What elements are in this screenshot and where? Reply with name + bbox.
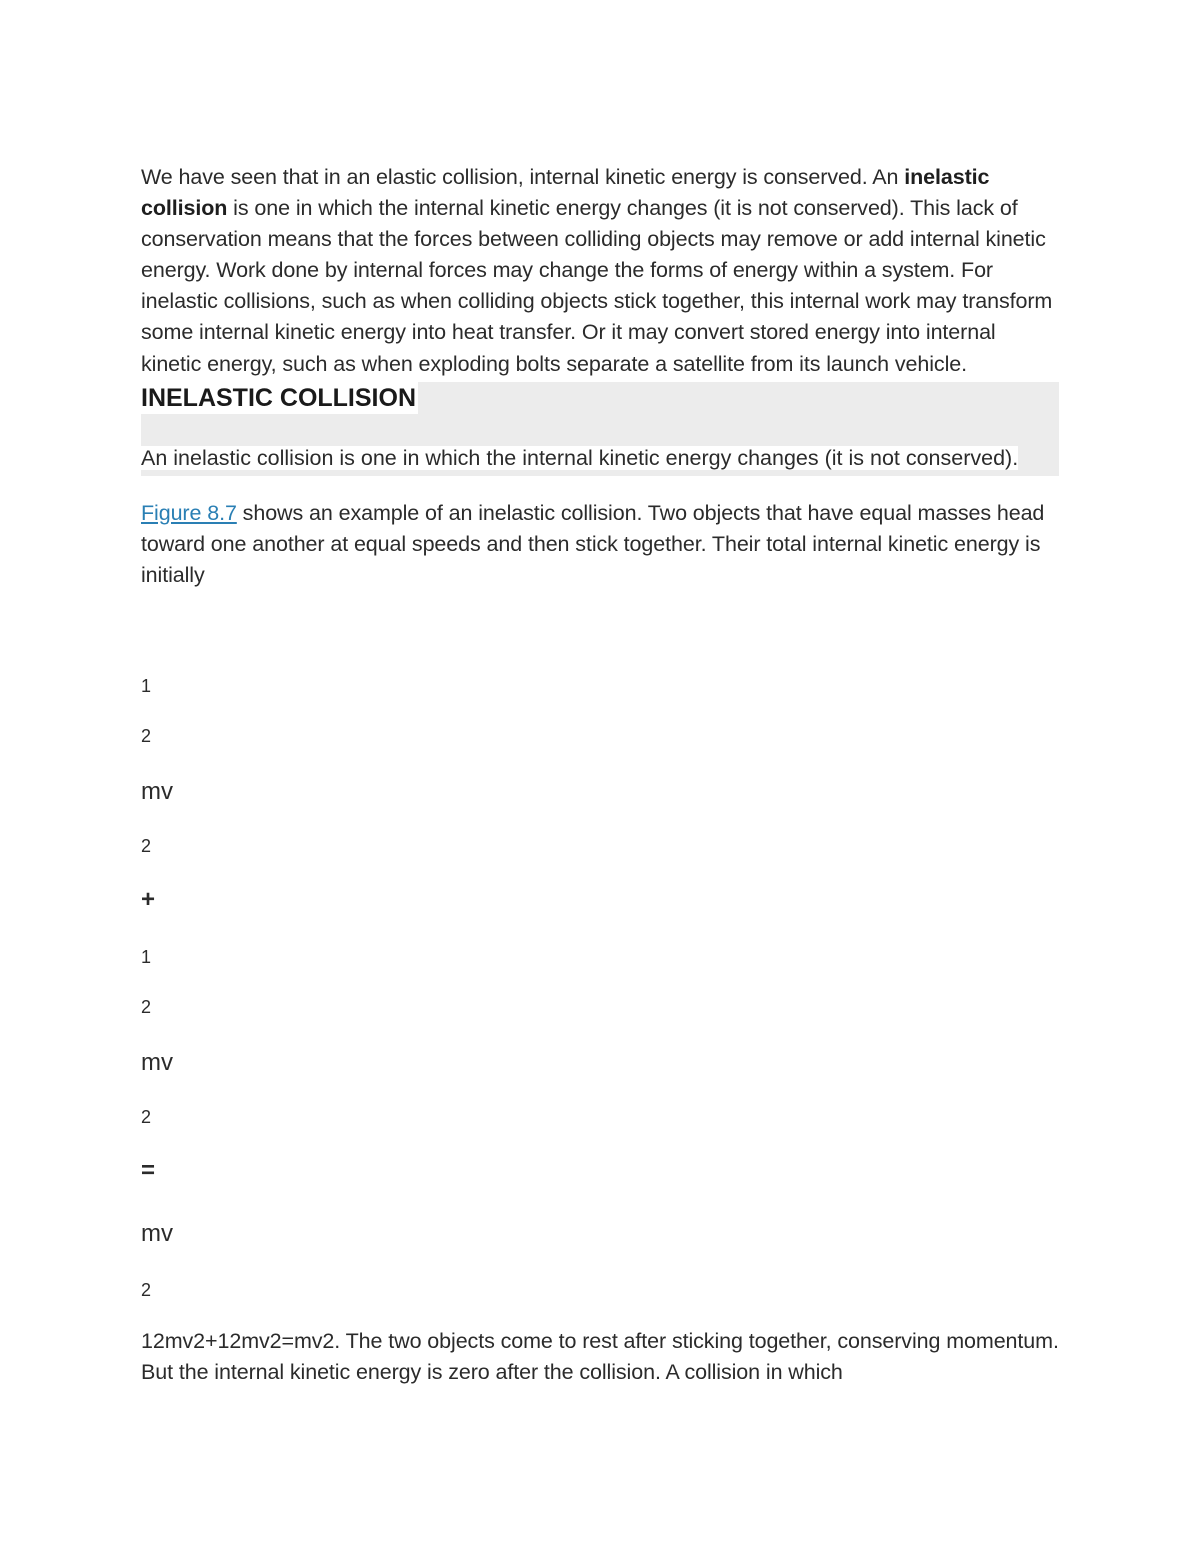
callout-title: INELASTIC COLLISION <box>141 383 416 412</box>
figure-paragraph <box>141 498 1059 591</box>
equation-line-11: mv <box>141 1220 173 1247</box>
equation-line-5: + <box>141 886 156 913</box>
intro-text-rest: is one in which the internal kinetic energy changes (it is not conserved). This lack of conservation means that the forces between colliding objects may remove or add internal kinetic energy. Work done by internal forces may change the forms of energy within a system. For inelastic collisions, such as when colliding objects stick together, this internal work may transform some internal kinetic energy into heat transfer. Or it may convert stored energy into internal kinetic energy, such as when exploding bolts separate a satellite from its launch vehicle. <box>141 196 1053 376</box>
equation-line-4: 2 <box>141 836 152 856</box>
definition-callout <box>141 382 1059 476</box>
equation-line-1: 1 <box>141 676 152 696</box>
callout-body-text: An inelastic collision is one in which the internal kinetic energy changes (it is not conserved). <box>141 445 1019 470</box>
equation-line-2: 2 <box>141 726 152 746</box>
callout-spacer <box>141 414 1059 443</box>
equation-line-3: mv <box>141 778 173 805</box>
intro-text-start: We have seen that in an elastic collision, internal kinetic energy is conserved. An <box>141 165 905 189</box>
equation-line-9: 2 <box>141 1107 152 1127</box>
figure-paragraph-text: shows an example of an inelastic collision. Two objects that have equal masses head toward one another at equal speeds and then stick together. Their total internal kinetic energy is initially <box>141 500 1045 587</box>
equation-line-7: 2 <box>141 997 152 1017</box>
equation-line-10: = <box>141 1157 156 1184</box>
closing-paragraph: 12mv2+12mv2=mv2. The two objects come to rest after sticking together, conserving momentum. But the internal kinetic energy is zero after the collision. A collision in which <box>141 1329 1059 1385</box>
figure-link[interactable]: Figure 8.7 <box>141 500 237 525</box>
equation-line-12: 2 <box>141 1280 152 1300</box>
callout-body <box>141 443 1059 474</box>
intro-bold-term: inelastic collision <box>141 165 990 221</box>
document-page <box>141 162 1059 1385</box>
intro-paragraph <box>141 162 1059 380</box>
equation-line-6: 1 <box>141 947 152 967</box>
equation-line-8: mv <box>141 1049 173 1076</box>
